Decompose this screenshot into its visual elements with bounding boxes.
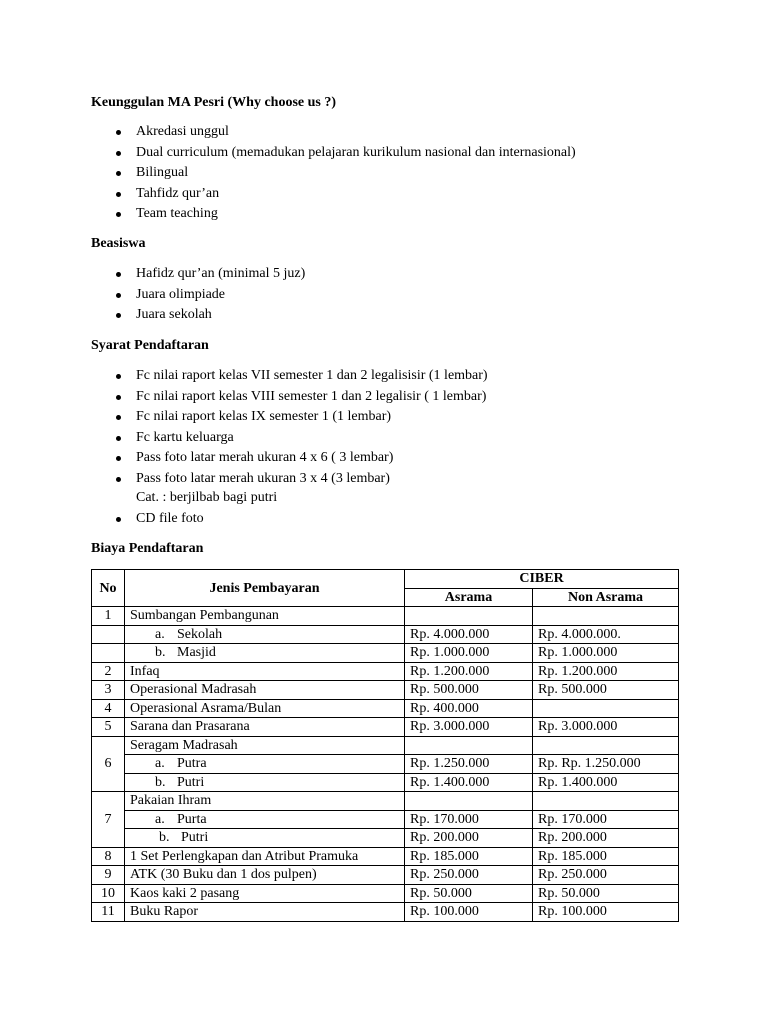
cell-letter: a. [155, 811, 165, 827]
table-row [92, 810, 679, 829]
heading-beasiswa: Beasiswa [91, 236, 146, 251]
table-row [92, 699, 679, 718]
list-item: Akredasi unggul [0, 122, 576, 143]
table-row [92, 829, 679, 848]
list-item: Pass foto latar merah ukuran 3 x 4 (3 lembar) [0, 469, 488, 490]
list-item: Fc nilai raport kelas VII semester 1 dan 2 legalisisir (1 lembar) [0, 366, 488, 387]
heading-biaya: Biaya Pendaftaran [91, 541, 204, 556]
cell-non-asrama: Rp. 185.000 [533, 847, 679, 866]
header-jenis: Jenis Pembayaran [125, 570, 405, 607]
cell-jenis: Operasional Asrama/Bulan [125, 699, 405, 718]
cell-non-asrama: Rp. 100.000 [533, 903, 679, 922]
cell-non-asrama: Rp. Rp. 1.250.000 [533, 755, 679, 774]
cell-jenis-text: Purta [177, 811, 207, 827]
list-item: Bilingual [0, 163, 576, 184]
table-row [92, 847, 679, 866]
table-row [92, 718, 679, 737]
heading-keunggulan: Keunggulan MA Pesri (Why choose us ?) [91, 95, 337, 110]
list-item: Juara olimpiade [0, 285, 305, 306]
table-row [92, 607, 679, 626]
cell-jenis [125, 829, 405, 848]
cell-non-asrama [533, 699, 679, 718]
cell-jenis: Buku Rapor [125, 903, 405, 922]
list-item: Fc nilai raport kelas VIII semester 1 dan 2 legalisir ( 1 lembar) [0, 387, 488, 408]
cell-non-asrama: Rp. 4.000.000. [533, 625, 679, 644]
cell-asrama: Rp. 50.000 [405, 884, 533, 903]
cell-jenis: Seragam Madrasah [125, 736, 405, 755]
cell-asrama: Rp. 250.000 [405, 866, 533, 885]
cell-letter: a. [155, 756, 165, 772]
cell-no: 9 [92, 866, 125, 885]
cell-non-asrama: Rp. 200.000 [533, 829, 679, 848]
cell-letter: b. [155, 645, 166, 661]
list-item: Team teaching [0, 204, 576, 225]
list-item-note: Cat. : berjilbab bagi putri [136, 490, 278, 505]
cell-asrama [405, 736, 533, 755]
table-row [92, 736, 679, 755]
cell-no: 8 [92, 847, 125, 866]
cell-non-asrama: Rp. 250.000 [533, 866, 679, 885]
table-row [92, 903, 679, 922]
cell-non-asrama: Rp. 500.000 [533, 681, 679, 700]
cell-jenis [125, 644, 405, 663]
cell-non-asrama: Rp. 3.000.000 [533, 718, 679, 737]
list-item: CD file foto [0, 509, 488, 530]
cell-jenis: Pakaian Ihram [125, 792, 405, 811]
cell-asrama: Rp. 1.400.000 [405, 773, 533, 792]
table-row [92, 625, 679, 644]
cell-asrama: Rp. 1.250.000 [405, 755, 533, 774]
header-ciber: CIBER [405, 570, 679, 589]
cell-jenis: Operasional Madrasah [125, 681, 405, 700]
cell-asrama: Rp. 185.000 [405, 847, 533, 866]
cell-jenis: Sumbangan Pembangunan [125, 607, 405, 626]
list-syarat [0, 366, 488, 530]
cell-asrama: Rp. 500.000 [405, 681, 533, 700]
list-item: Fc kartu keluarga [0, 428, 488, 449]
table-row [92, 773, 679, 792]
cell-jenis-text: Putra [177, 756, 207, 772]
cell-letter: b. [155, 774, 166, 790]
cell-non-asrama [533, 792, 679, 811]
table-header-row [92, 570, 679, 589]
list-item: Hafidz qur’an (minimal 5 juz) [0, 264, 305, 285]
cell-asrama: Rp. 200.000 [405, 829, 533, 848]
header-no: No [92, 570, 125, 607]
cell-asrama: Rp. 1.200.000 [405, 662, 533, 681]
cell-jenis: ATK (30 Buku dan 1 dos pulpen) [125, 866, 405, 885]
list-keunggulan [0, 122, 576, 225]
cell-no: 1 [92, 607, 125, 626]
cell-no: 3 [92, 681, 125, 700]
cell-jenis: Kaos kaki 2 pasang [125, 884, 405, 903]
cell-jenis: 1 Set Perlengkapan dan Atribut Pramuka [125, 847, 405, 866]
cell-asrama: Rp. 400.000 [405, 699, 533, 718]
table-row [92, 755, 679, 774]
cell-jenis-text: Putri [177, 774, 205, 790]
cell-no: 7 [92, 792, 125, 848]
table-row [92, 681, 679, 700]
cell-jenis: Sarana dan Prasarana [125, 718, 405, 737]
list-item: Dual curriculum (memadukan pelajaran kurikulum nasional dan internasional) [0, 143, 576, 164]
cell-no: 2 [92, 662, 125, 681]
cell-jenis [125, 755, 405, 774]
cell-no: 6 [92, 736, 125, 792]
cell-jenis [125, 773, 405, 792]
table-row [92, 644, 679, 663]
cell-no: 10 [92, 884, 125, 903]
cell-no: 4 [92, 699, 125, 718]
cell-asrama [405, 607, 533, 626]
cell-no: 11 [92, 903, 125, 922]
cell-jenis-text: Sekolah [177, 626, 223, 642]
table-row [92, 792, 679, 811]
header-non-asrama: Non Asrama [533, 588, 679, 607]
cell-jenis [125, 625, 405, 644]
cell-asrama [405, 792, 533, 811]
cell-jenis [125, 810, 405, 829]
cell-letter: b. [159, 830, 170, 846]
cell-asrama: Rp. 170.000 [405, 810, 533, 829]
cell-no [92, 644, 125, 663]
cell-non-asrama: Rp. 50.000 [533, 884, 679, 903]
cell-non-asrama: Rp. 1.200.000 [533, 662, 679, 681]
cell-jenis: Infaq [125, 662, 405, 681]
table-row [92, 884, 679, 903]
heading-syarat: Syarat Pendaftaran [91, 338, 209, 353]
cell-asrama: Rp. 3.000.000 [405, 718, 533, 737]
header-asrama: Asrama [405, 588, 533, 607]
cell-jenis-text: Masjid [177, 645, 216, 661]
fee-table [91, 569, 679, 922]
list-item: Juara sekolah [0, 305, 305, 326]
table-row [92, 866, 679, 885]
list-item: Fc nilai raport kelas IX semester 1 (1 lembar) [0, 407, 488, 428]
cell-non-asrama: Rp. 1.000.000 [533, 644, 679, 663]
list-item: Pass foto latar merah ukuran 4 x 6 ( 3 lembar) [0, 448, 488, 469]
cell-asrama: Rp. 4.000.000 [405, 625, 533, 644]
cell-asrama: Rp. 100.000 [405, 903, 533, 922]
cell-non-asrama [533, 736, 679, 755]
list-beasiswa [0, 264, 305, 326]
cell-non-asrama [533, 607, 679, 626]
cell-letter: a. [155, 626, 165, 642]
cell-jenis-text: Putri [181, 830, 209, 846]
cell-non-asrama: Rp. 1.400.000 [533, 773, 679, 792]
cell-non-asrama: Rp. 170.000 [533, 810, 679, 829]
table-row [92, 662, 679, 681]
cell-asrama: Rp. 1.000.000 [405, 644, 533, 663]
cell-no [92, 625, 125, 644]
cell-no: 5 [92, 718, 125, 737]
list-item: Tahfidz qur’an [0, 184, 576, 205]
